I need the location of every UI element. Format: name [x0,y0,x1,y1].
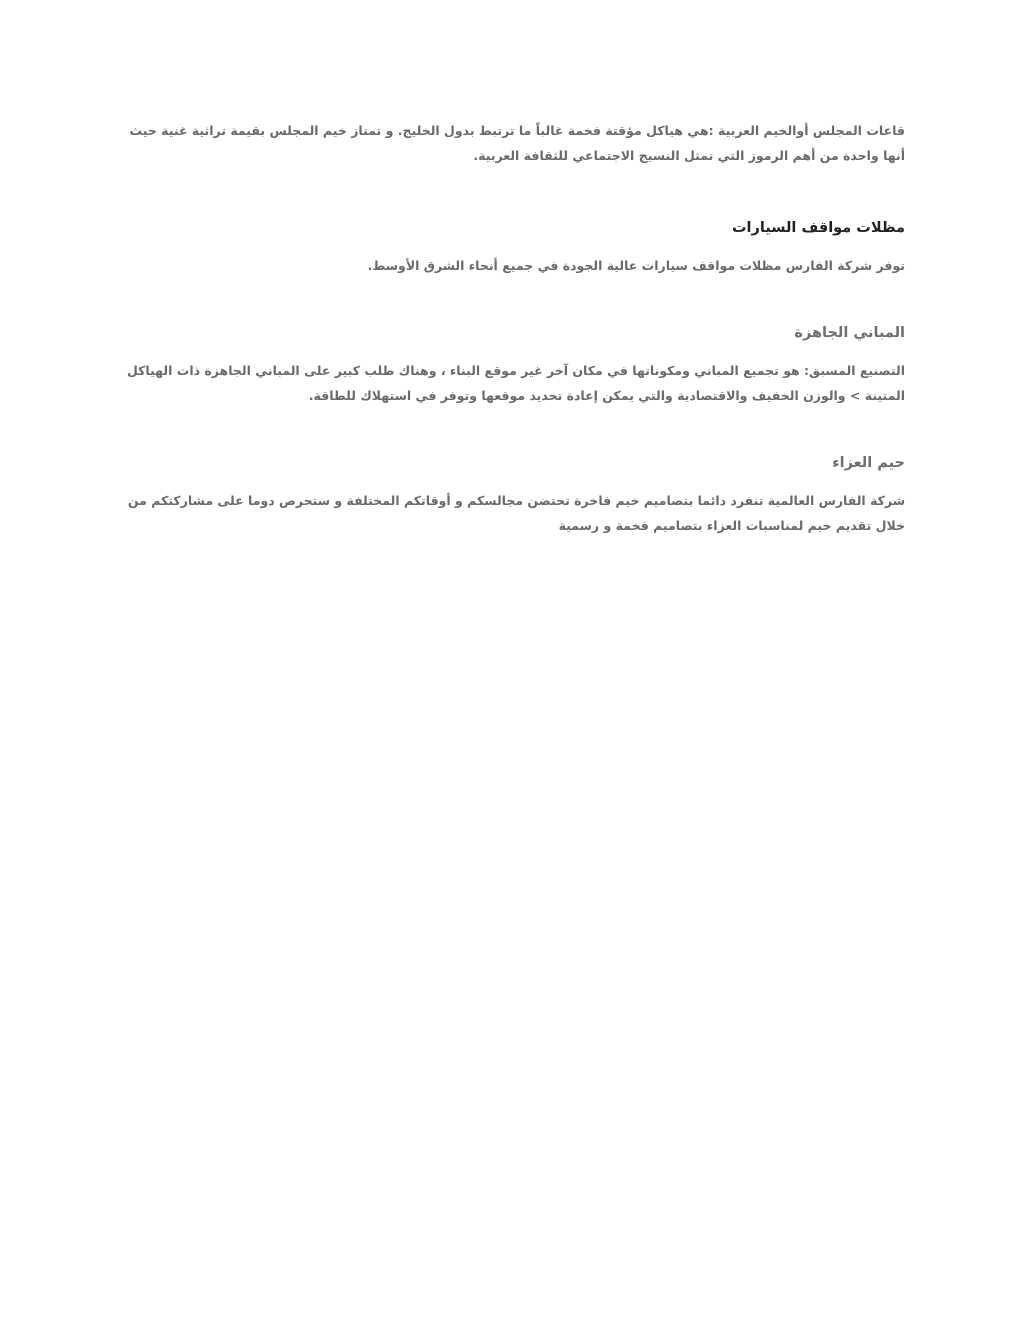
section-body-mourning-tents: شركة الفارس العالمية تنفرد دائما بتصاميم خيم فاخرة تحتضن مجالسكم و أوقاتكم المختلفة و ستحرص دوما على مشاركتكم من خلال تقديم خيم لمناسبات العزاء بتصاميم فخمة و رسمية [127,493,905,533]
document-page [118,118,905,538]
section-heading-prefab-buildings: المباني الجاهزة [794,325,905,341]
section-heading-car-parking-shades: مظلات مواقف السيارات [731,220,905,236]
section-heading-mourning-tents: حيم العزاء [832,455,905,471]
section-body-car-parking-shades: توفر شركة الفارس مظلات مواقف سيارات عالية الجودة في جميع أنحاء الشرق الأوسط. [367,258,905,273]
intro-paragraph: قاعات المجلس أوالخيم العربية :هي هياكل مؤقتة فخمة غالباً ما ترتبط بدول الخليج. و تمتاز خيم المجلس بقيمة تراثية غنية حيث أنها واحدة من أهم الرموز التي تمثل النسيج الاجتماعي للثقافة العربية. [129,123,905,163]
section-body-prefab-buildings: التصنيع المسبق: هو تجميع المباني ومكوناتها في مكان آخر غير موقع البناء ، وهناك طلب كبير على المباني الجاهزة ذات الهياكل المتينة > والوزن الخفيف والاقتصادية والتي يمكن إعادة تحديد موقعها وتوفر في استهلاك للطاقة. [126,363,905,403]
